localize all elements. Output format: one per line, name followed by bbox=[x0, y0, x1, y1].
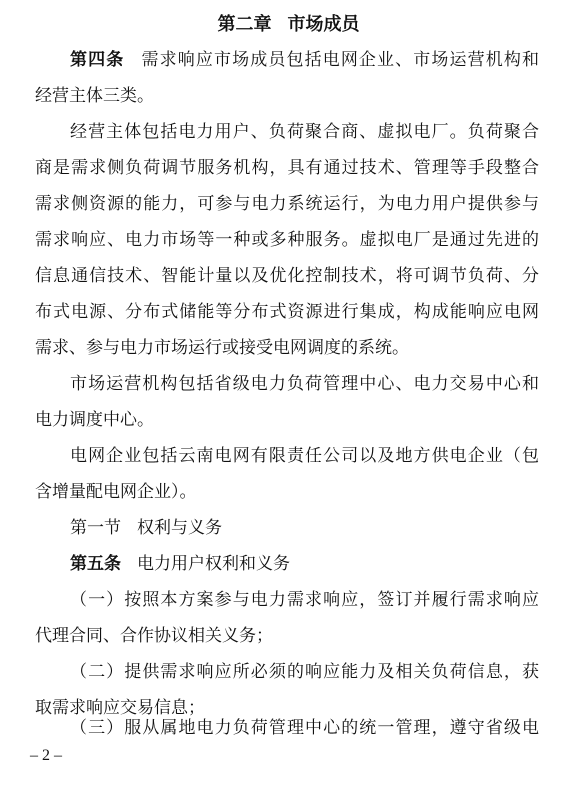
article-4-label: 第四条 bbox=[70, 50, 125, 70]
paragraph-2-line-1: 市场运营机构包括省级电力负荷管理中心、电力交易中心和 bbox=[70, 374, 539, 394]
section-heading bbox=[0, 512, 577, 544]
article-4-line-1 bbox=[0, 44, 577, 76]
page-number: – 2 – bbox=[30, 747, 62, 764]
article-4-text-1: 需求响应市场成员包括电网企业、市场运营机构和 bbox=[140, 50, 540, 70]
paragraph-3-line-2: 含增量配电网企业）。 bbox=[35, 482, 197, 502]
paragraph-1-line-5: 信息通信技术、智能计量以及优化控制技术，将可调节负荷、分 bbox=[35, 266, 539, 286]
paragraph-1-line-2: 商是需求侧负荷调节服务机构，具有通过技术、管理等手段整合 bbox=[35, 158, 539, 178]
article-5-label: 第五条 bbox=[70, 554, 121, 574]
paragraph-1-line-1: 经营主体包括电力用户、负荷聚合商、虚拟电厂。负荷聚合 bbox=[70, 122, 539, 142]
item-2-line-2: 取需求响应交易信息； bbox=[35, 698, 205, 718]
item-1-line-2: 代理合同、合作协议相关义务； bbox=[35, 626, 273, 646]
paragraph-3-line-1: 电网企业包括云南电网有限责任公司以及地方供电企业（包 bbox=[70, 446, 539, 466]
article-5-text: 电力用户权利和义务 bbox=[137, 554, 290, 574]
chapter-number: 第二章 bbox=[217, 14, 272, 35]
chapter-heading bbox=[0, 10, 577, 40]
paragraph-1-line-4: 需求响应、电力市场等一种或多种服务。虚拟电厂是通过先进的 bbox=[35, 230, 539, 250]
item-2-line-1: （二）提供需求响应所必须的响应能力及相关负荷信息，获 bbox=[70, 662, 539, 682]
item-1-line-1: （一）按照本方案参与电力需求响应，签订并履行需求响应 bbox=[70, 590, 539, 610]
section-number: 第一节 bbox=[70, 518, 121, 538]
section-title: 权利与义务 bbox=[137, 518, 222, 538]
paragraph-1-line-3: 需求侧资源的能力，可参与电力系统运行，为电力用户提供参与 bbox=[35, 194, 539, 214]
article-5-line bbox=[0, 548, 577, 580]
paragraph-1-line-6: 布式电源、分布式储能等分布式资源进行集成，构成能响应电网 bbox=[35, 302, 539, 322]
article-4-line-2: 经营主体三类。 bbox=[35, 86, 154, 106]
paragraph-2-line-2: 电力调度中心。 bbox=[35, 410, 154, 430]
paragraph-1-line-7: 需求、参与电力市场运行或接受电网调度的系统。 bbox=[35, 338, 409, 358]
chapter-title: 市场成员 bbox=[287, 14, 360, 35]
item-3-line-1: （三）服从属地电力负荷管理中心的统一管理，遵守省级电 bbox=[70, 718, 539, 738]
